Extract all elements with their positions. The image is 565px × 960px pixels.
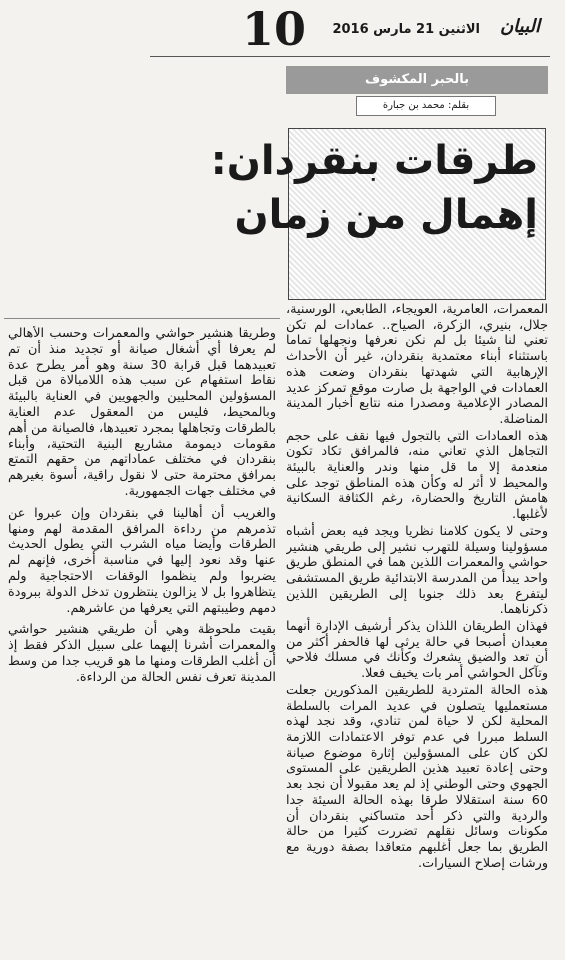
header-divider (150, 56, 550, 57)
body-paragraph: المعمرات، العامرية، العويجاء، الطابعي، الورسنية، جلال، بنيري، الزكرة، الصياح.. عمادات لم تكن تعني لنا شيئا بل لم نكن نعرفها ونجهلها تماما باستثناء أبناء معتمدية بنقردان، غير أن الأحداث الإرهابية التي شهدتها بنقردان وضعت هذه العمادات في الواجهة بل صارت موقع تمركز عديد المصادر الإعلامية ومصدرا منه نتابع أخبار المدينة المناضلة. (286, 302, 548, 427)
page-number: 10 (242, 2, 307, 56)
issue-date: الاثنين 21 مارس 2016 (332, 22, 480, 37)
page-header (150, 2, 550, 58)
headline-line-2: إهمال من زمان (234, 192, 538, 238)
left-column-text (8, 326, 276, 960)
body-paragraph: وحتى لا يكون كلامنا نظريا ويجد فيه بعض أشباه مسؤولينا وسيلة للتهرب نشير إلى طريقي هنشير حواشي والمعمرات اللذين هما في المنطق طريق واحد يبدأ من المدرسة الابتدائية طريق المستشفى ليتفرع بعد ذلك جنوبا إلى الطريقين اللذين ذكرناهما. (286, 523, 548, 618)
newspaper-logo: البيان (499, 16, 540, 37)
body-paragraph: هذه الحالة المتردية للطريقين المذكورين جعلت مستعمليها يتصلون في عديد المرات بالسلطة المحلية لكن لا حياة لمن تنادي، وقد نجد لهذه السلط مبررا في عدم توفر الاعتمادات اللازمة لكن كان على المسؤولين إثارة موضوع صيانة وحتى إعادة تعبيد هذين الطريقين على المستوى الجهوي وحتى الوطني إذ لم يعد مقبولا أن نجد بعد 60 سنة استقلالا طرقا بهذه الحالة السيئة جدا والردية والتي ذكر أحد متساكني بنقردان أن مكونات وسائل نقلهم تضررت كثيرا من حالة الطريق بما جعل أغلبهم متعاقدا بصفة دورية مع ورشات إصلاح السيارات. (286, 682, 548, 871)
body-paragraph: والغريب أن أهالينا في بنقردان وإن عبروا عن تذمرهم من رداءة المرافق المقدمة لهم ومنها الطرقات وأيضا مياه الشرب التي يطول الحديث عنها وقد نعود إليها في مناسبة أخرى، فإنهم لم يضربوا ولم ينظموا الوقفات الاحتجاجية ولم يتظاهروا بل لا يزالون ينتظرون تدخل الدولة ببرودة دمهم وطيبتهم التي يعرفها من عاشرهم. (8, 505, 276, 616)
headline-line-1: طرقات بنقردان: (210, 138, 538, 184)
body-paragraph: هذه العمادات التي بالتجول فيها نقف على حجم التجاهل الذي تعاني منه، فالمرافق تكاد تكون منعدمة إلا ما قل منها وندر والعناية بالبيئة والمحيط لا أثر له وكأن هذه المناطق توجد على هامش التاريخ والحضارة، رغم الكثافة السكانية لأغلبها. (286, 428, 548, 523)
column-kicker: بالحبر المكشوف (286, 66, 548, 94)
body-paragraph: وطريقا هنشير حواشي والمعمرات وحسب الأهالي لم يعرفا أي أشغال صيانة أو تجديد منذ أن تم تعبيدهما قبل قرابة 30 سنة وهو أمر يطرح عدة نقاط استفهام عن سبب هذه اللامبالاة من قبل المسؤولين المحليين والجهويين في العناية بالبيئة وبالمحيط، فليس من المعقول عدم العناية بالطرقات وتجاهلها بمجرد تعبيدها، فالصيانة من أهم مقومات ديمومة مشاريع البنية التحتية، وأبناء بنقردان في مختلف عماداتهم من حقهم التمتع بمرافق محترمة حتى لا نقول راقية، أسوة بغيرهم في مختلف جهات الجمهورية. (8, 326, 276, 499)
body-paragraph: فهذان الطريقان اللذان يذكر أرشيف الإدارة أنهما معبدان أصبحا في حالة يرثى لها فالحفر أكثر من أن تعد والضيق يشعرك وكأنك في مسلك فلاحي وتآكل الحواشي أمر بات يخيف فعلا. (286, 619, 548, 682)
right-column-text (286, 302, 548, 952)
right-column (210, 66, 548, 954)
byline: بقلم: محمد بن جبارة (356, 96, 496, 116)
body-paragraph: بقيت ملحوظة وهي أن طريقي هنشير حواشي والمعمرات أشرنا إليهما على سبيل الذكر فقط إذ أن أغلب الطرقات ومنها ما هو قريب جدا من وسط المدينة تعرف نفس الحالة من الرداءة. (8, 622, 276, 685)
